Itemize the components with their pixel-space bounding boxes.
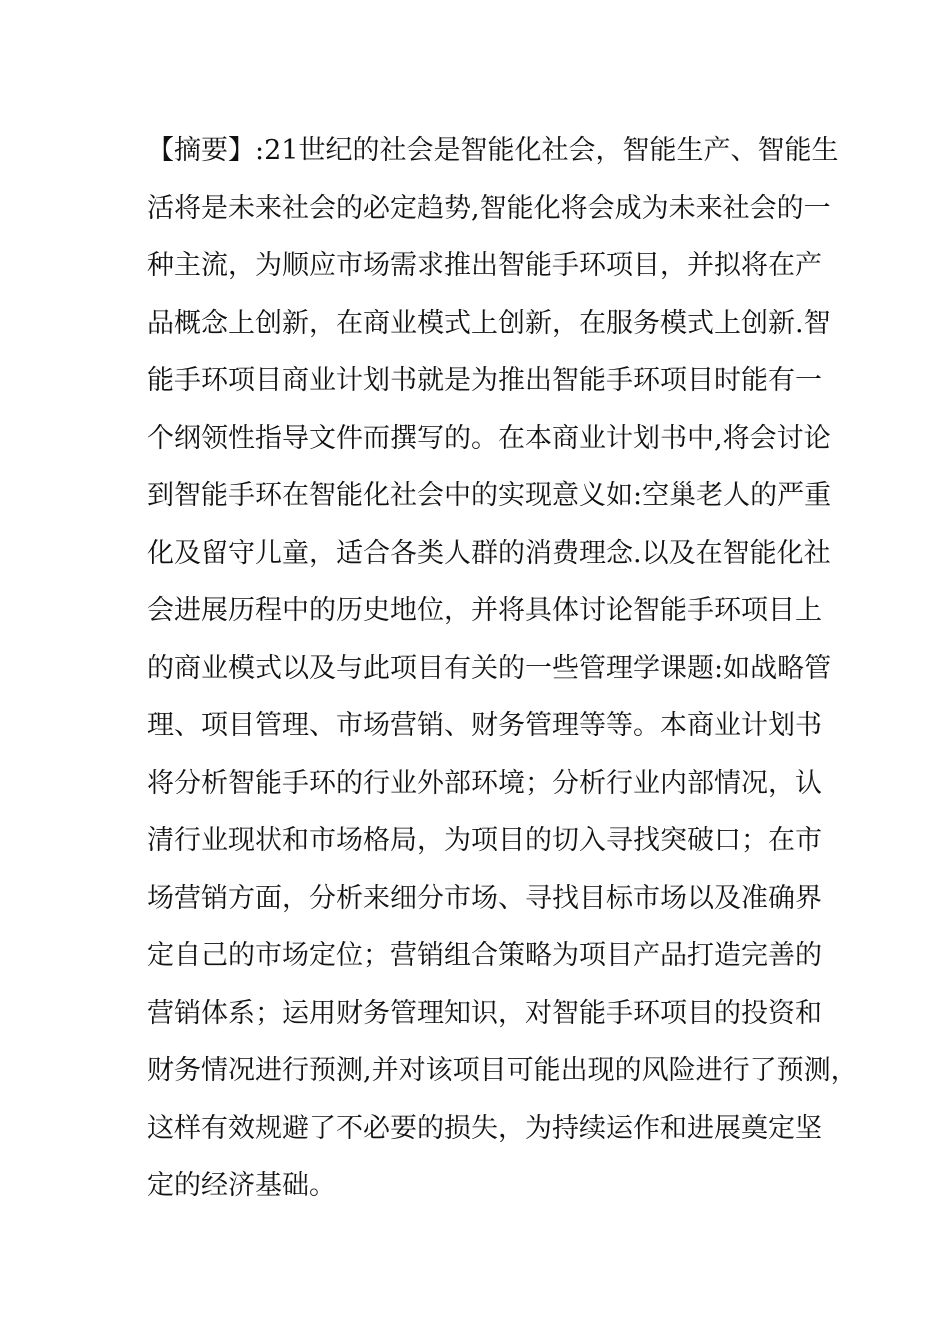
abstract-line: 会进展历程中的历史地位，并将具体讨论智能手环项目上: [147, 595, 822, 626]
abstract-line: 这样有效规避了不必要的损失，为持续运作和进展奠定坚: [147, 1112, 822, 1144]
abstract-line: 个纲领性指导文件而撰写的。在本商业计划书中,将会讨论: [147, 422, 831, 454]
abstract-line: 理、项目管理、市场营销、财务管理等等。本商业计划书: [147, 710, 822, 741]
abstract-line: 定的经济基础。: [147, 1170, 336, 1201]
abstract-line: 种主流，为顺应市场需求推出智能手环项目，并拟将在产: [147, 250, 822, 281]
abstract-line: 活将是未来社会的必定趋势,智能化将会成为未来社会的一: [147, 192, 831, 224]
abstract-line: 到智能手环在智能化社会中的实现意义如:空巢老人的严重: [147, 480, 832, 511]
abstract-line: 营销体系；运用财务管理知识，对智能手环项目的投资和: [147, 997, 822, 1029]
abstract-line: 清行业现状和市场格局，为项目的切入寻找突破口；在市: [147, 825, 822, 856]
abstract-line: 【摘要】:21世纪的社会是智能化社会，智能生产、智能生: [147, 135, 839, 166]
abstract-line: 品概念上创新，在商业模式上创新，在服务模式上创新.智: [147, 307, 831, 339]
abstract-paragraph: [147, 122, 858, 1215]
abstract-line: 场营销方面，分析来细分市场、寻找目标市场以及准确界: [147, 882, 822, 914]
abstract-line: 化及留守儿童，适合各类人群的消费理念.以及在智能化社: [147, 537, 831, 569]
abstract-line: 定自己的市场定位；营销组合策略为项目产品打造完善的: [147, 940, 822, 971]
abstract-line: 将分析智能手环的行业外部环境；分析行业内部情况，认: [147, 767, 822, 799]
abstract-line: 的商业模式以及与此项目有关的一些管理学课题:如战略管: [147, 652, 832, 684]
abstract-line: 财务情况进行预测,并对该项目可能出现的风险进行了预测，: [147, 1055, 858, 1086]
abstract-line: 能手环项目商业计划书就是为推出智能手环项目时能有一: [147, 365, 822, 396]
